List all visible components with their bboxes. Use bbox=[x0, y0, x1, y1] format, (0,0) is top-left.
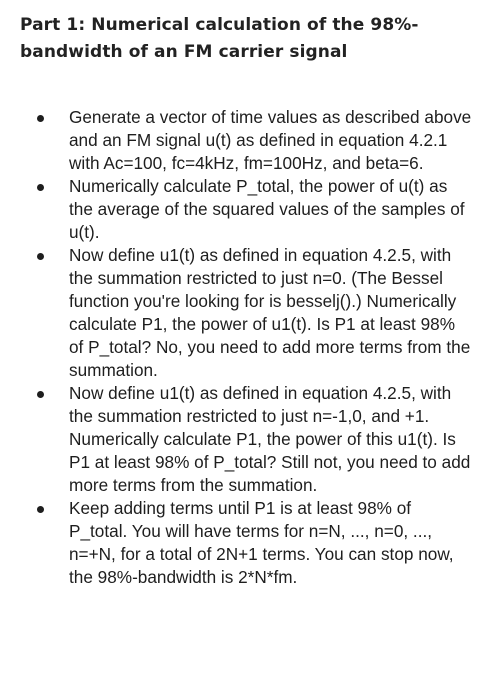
list-item bbox=[20, 244, 472, 382]
list-item-text: Numerically calculate P_total, the power of u(t) as the average of the squared values of the samples of u(t). bbox=[69, 176, 465, 242]
list-item bbox=[20, 106, 472, 175]
bullet-icon bbox=[37, 506, 44, 513]
bullet-icon bbox=[37, 253, 44, 260]
list-item-text: Now define u1(t) as defined in equation 4.2.5, with the summation restricted to just n=0. (The Bessel function you're looking for is besselj().) Numerically calculate P1, the power of u1(t). Is P1 at least 98% of P_total? No, you need to add more terms from the summation. bbox=[69, 245, 471, 380]
list-item bbox=[20, 382, 472, 497]
bullet-icon bbox=[37, 391, 44, 398]
bullet-icon bbox=[37, 115, 44, 122]
list-item-text: Keep adding terms until P1 is at least 98% of P_total. You will have terms for n=N, ..., n=0, ..., n=+N, for a total of 2N+1 terms. You can stop now, the 98%-bandwidth is 2*N*fm. bbox=[69, 498, 454, 587]
bullet-icon bbox=[37, 184, 44, 191]
list-item-text: Generate a vector of time values as described above and an FM signal u(t) as defined in equation 4.2.1 with Ac=100, fc=4kHz, fm=100Hz, and beta=6. bbox=[69, 107, 472, 173]
instruction-list bbox=[20, 106, 472, 589]
section-title: Part 1: Numerical calculation of the 98%-bandwidth of an FM carrier signal bbox=[20, 15, 419, 62]
list-item-text: Now define u1(t) as defined in equation 4.2.5, with the summation restricted to just n=-1,0, and +1. Numerically calculate P1, the power of this u1(t). Is P1 at least 98% of P_total? Still not, you need to add more terms from the summation. bbox=[69, 383, 471, 495]
list-item bbox=[20, 497, 472, 589]
list-item bbox=[20, 175, 472, 244]
